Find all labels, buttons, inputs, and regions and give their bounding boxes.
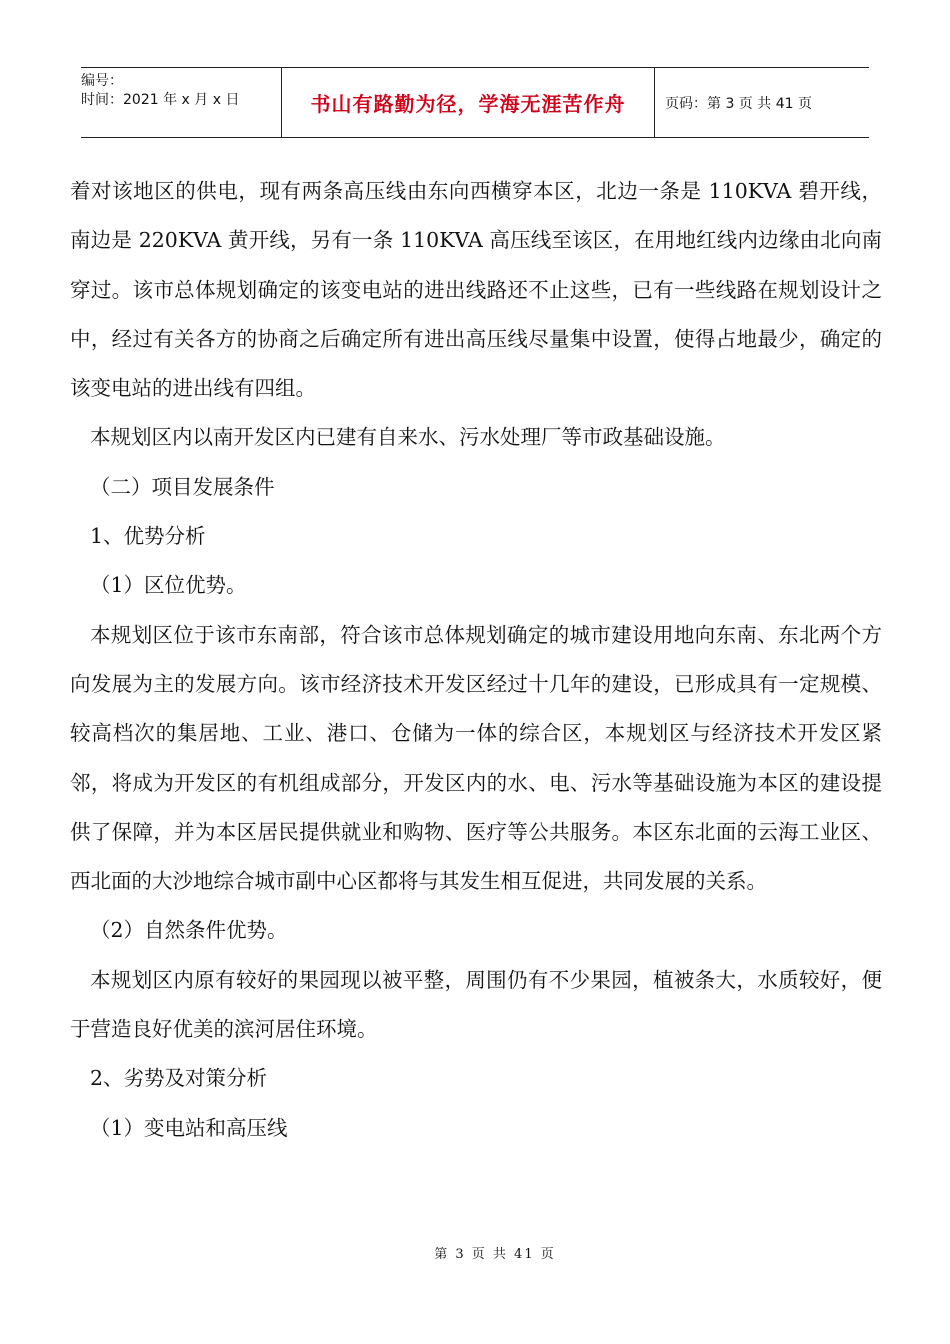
paragraph-infrastructure: 本规划区内以南开发区内已建有自来水、污水处理厂等市政基础设施。 bbox=[90, 425, 726, 450]
page-header bbox=[81, 67, 869, 138]
paragraph-power-lines: 着对该地区的供电，现有两条高压线由东向西横穿本区，北边一条是 110KVA 碧开线，南边是 220KVA 黄开线，另有一条 110KVA 高压线至该区，在用地红线内边缘由北向南穿过。该市总体规划确定的该变电站的进出线路还不止这些，已有一些线路在规划设计之中，经过有关各方的协商之后确定所有进出高压线尽量集中设置，使得占地最少，确定的该变电站的进出线有四组。 bbox=[70, 179, 882, 401]
time-label: 时间：2021 年 x 月 x 日 bbox=[81, 92, 240, 108]
heading-development-conditions: （二）项目发展条件 bbox=[90, 474, 275, 499]
heading-natural-advantage: （2）自然条件优势。 bbox=[90, 918, 288, 943]
paragraph-natural: 本规划区内原有较好的果园现以被平整，周围仍有不少果园，植被条大，水质较好，便于营造良好优美的滨河居住环境。 bbox=[70, 967, 882, 1042]
header-meta bbox=[81, 68, 281, 137]
heading-location-advantage: （1）区位优势。 bbox=[90, 573, 247, 598]
heading-substation: （1）变电站和高压线 bbox=[90, 1115, 288, 1140]
heading-disadvantage-analysis: 2、劣势及对策分析 bbox=[90, 1066, 268, 1091]
heading-advantage-analysis: 1、优势分析 bbox=[90, 524, 206, 549]
header-page-info: 页码：第 3 页 共 41 页 bbox=[665, 95, 812, 112]
document-body bbox=[70, 167, 882, 1153]
number-label: 编号： bbox=[81, 73, 123, 89]
paragraph-location: 本规划区位于该市东南部，符合该市总体规划确定的城市建设用地向东南、东北两个方向发展为主的发展方向。该市经济技术开发区经过十几年的建设，已形成具有一定规模、较高档次的集居地、工业、港口、仓储为一体的综合区，本规划区与经济技术开发区紧邻，将成为开发区的有机组成部分，开发区内的水、电、污水等基础设施为本区的建设提供了保障，并为本区居民提供就业和购物、医疗等公共服务。本区东北面的云海工业区、西北面的大沙地综合城市副中心区都将与其发生相互促进，共同发展的关系。 bbox=[70, 622, 882, 894]
page-footer: 第 3 页 共 41 页 bbox=[434, 1247, 556, 1262]
header-motto: 书山有路勤为径，学海无涯苦作舟 bbox=[281, 68, 655, 137]
